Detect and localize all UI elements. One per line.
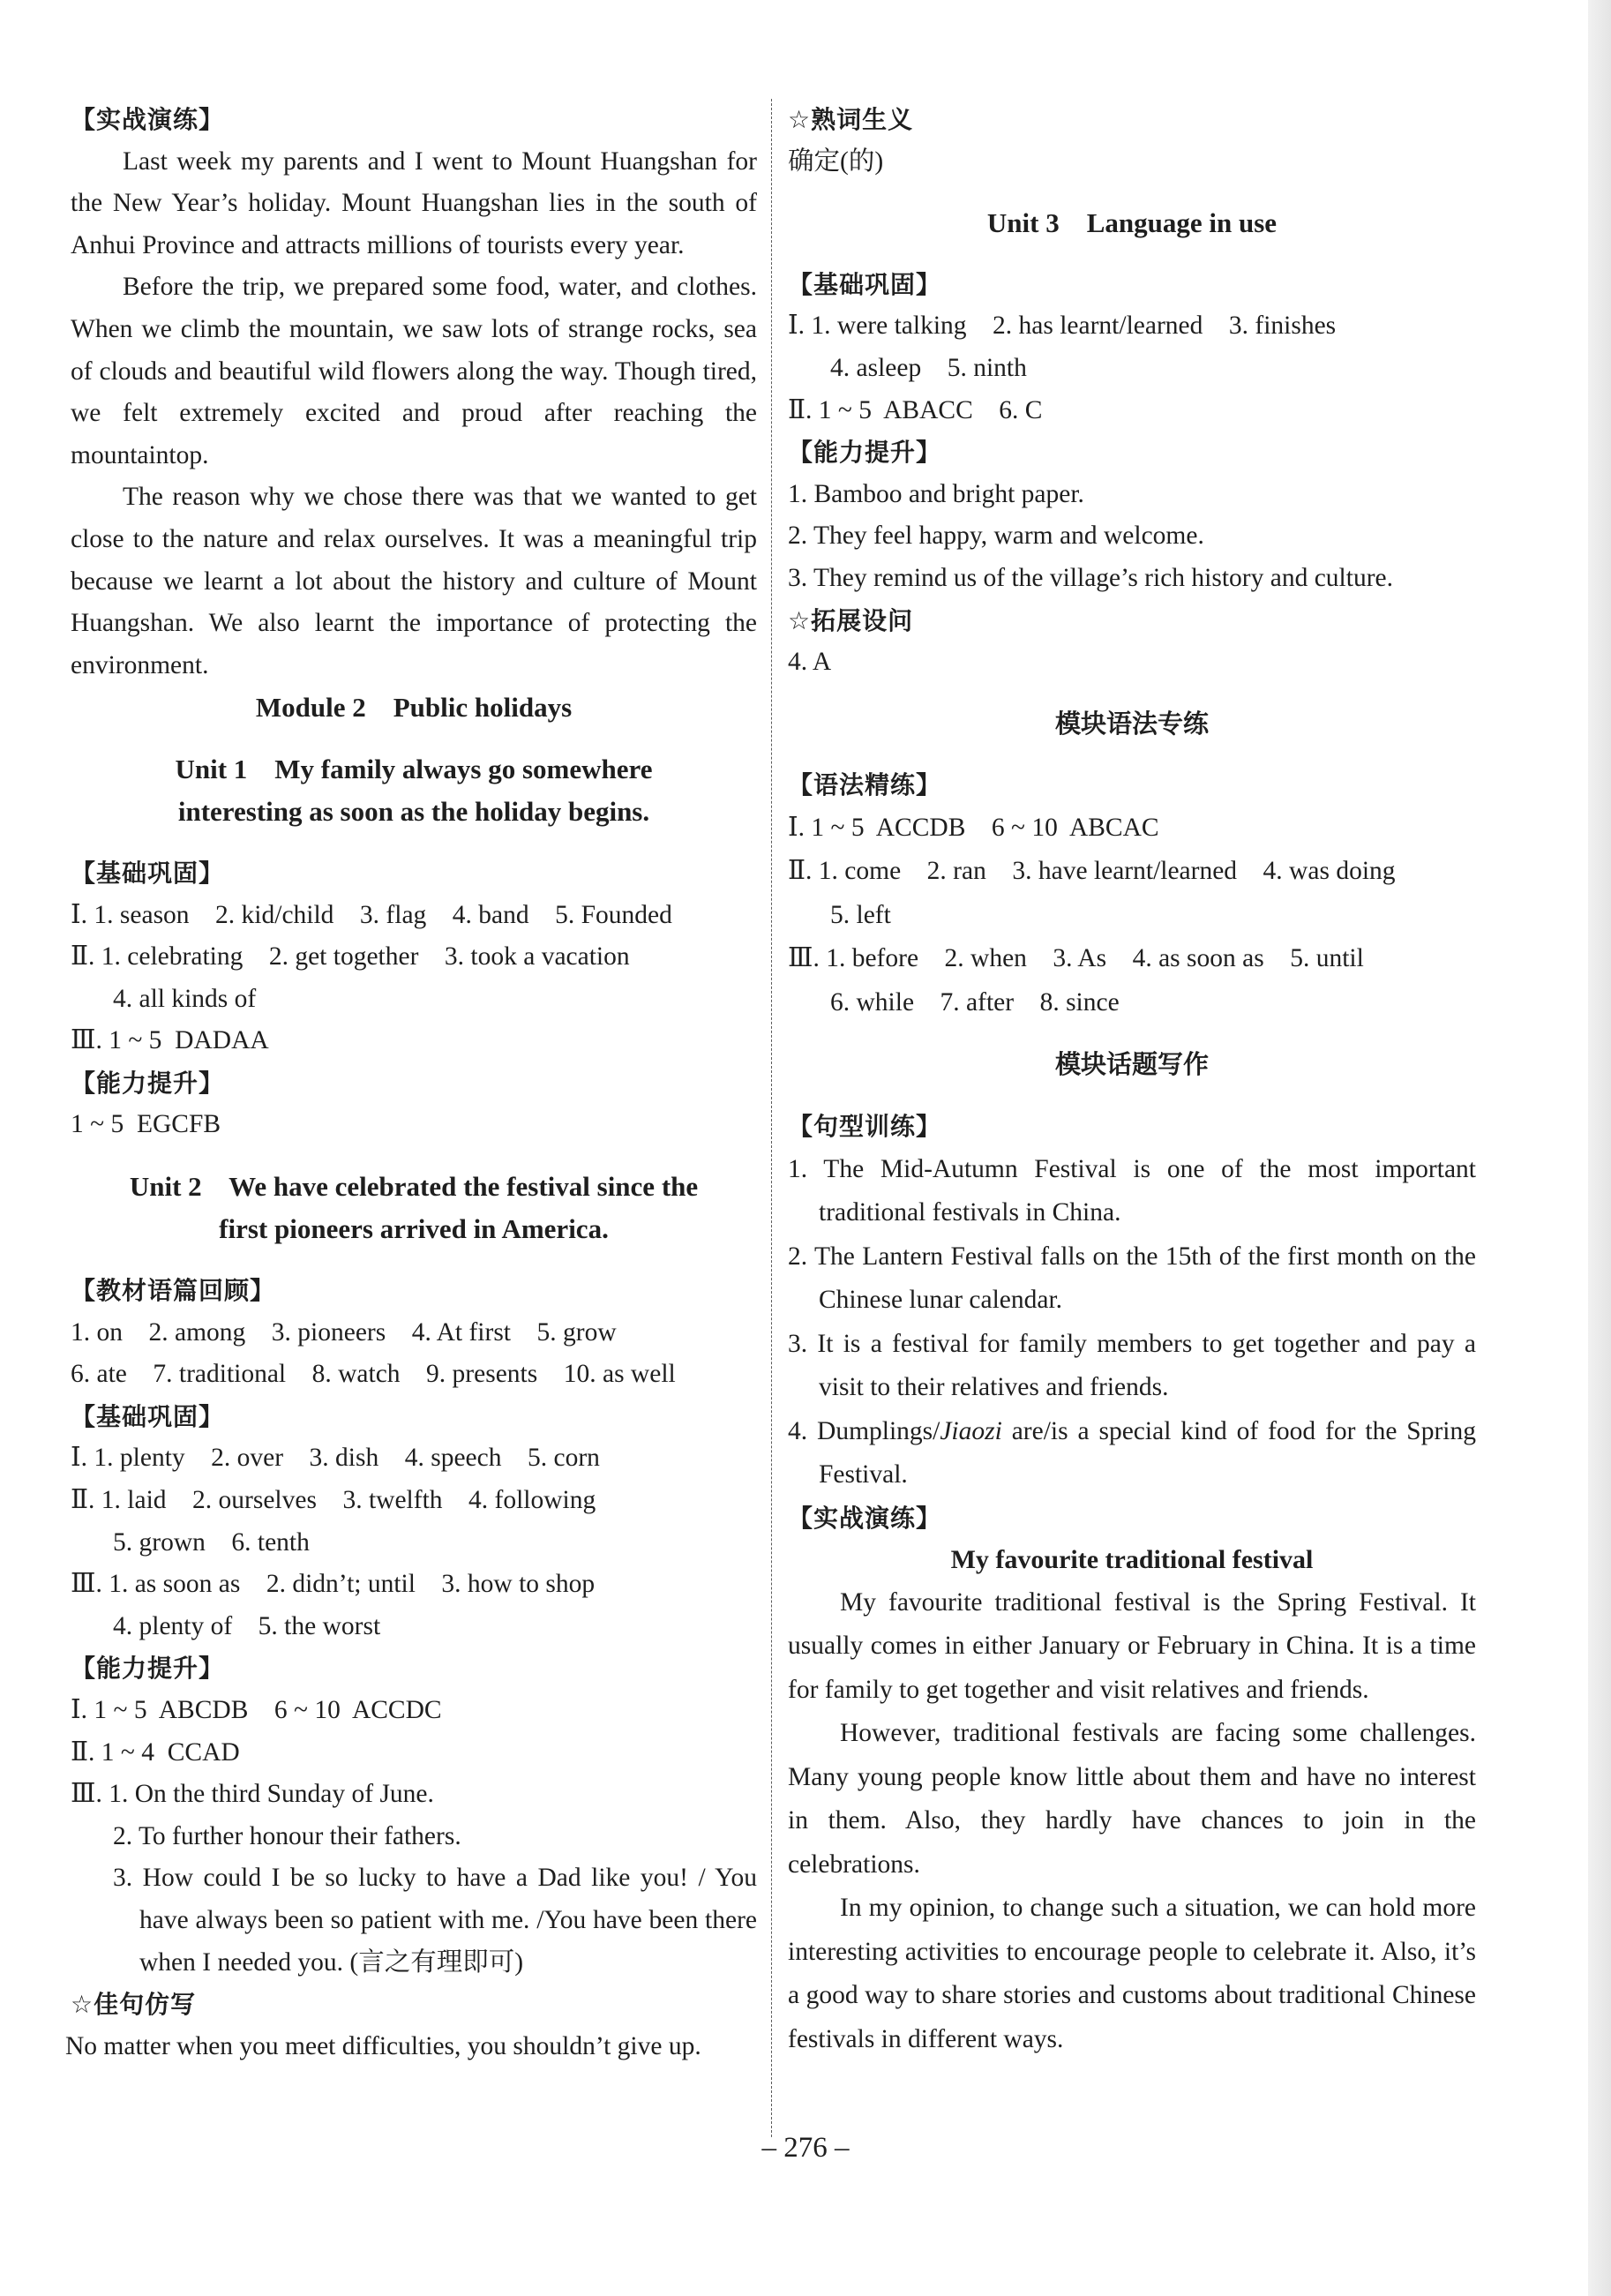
answer-line: 6. while 7. after 8. since	[830, 987, 1120, 1017]
answer-line: No matter when you meet difficulties, you shouldn’t give up.	[65, 2031, 701, 2060]
answer-text: 4. Dumplings/	[788, 1416, 940, 1445]
answer-text: are/is a special kind of food for the Spring Festival.	[819, 1416, 1476, 1489]
essay-paragraph: However, traditional festivals are facing some challenges. Many young people know little about them and have no interest in them. Also, they hardly have chances to join in the celebrations.	[788, 1719, 1476, 1879]
section-header-sentence-training: 【句型训练】	[788, 1112, 942, 1141]
unit2-title: Unit 2 We have celebrated the festival since the	[129, 1171, 699, 1203]
section-header-basic: 【基础巩固】	[71, 858, 225, 888]
answer-line	[788, 1410, 1476, 1497]
answer-line: 2. They feel happy, warm and welcome.	[788, 521, 1204, 551]
section-header-basic: 【基础巩固】	[71, 1401, 225, 1431]
answer-line: Ⅲ. 1. On the third Sunday of June.	[71, 1780, 434, 1809]
section-header-ability: 【能力提升】	[71, 1654, 225, 1684]
answer-line: 1. Bamboo and bright paper.	[788, 479, 1084, 508]
section-header-practice: 【实战演练】	[71, 105, 225, 134]
module-title: Module 2 Public holidays	[255, 692, 573, 724]
section-header-grammar: 【语法精练】	[788, 770, 942, 800]
unit1-title-cont: interesting as soon as the holiday begins.	[177, 795, 650, 827]
answer-line: Ⅲ. 1. as soon as 2. didn’t; until 3. how to shop	[71, 1570, 596, 1599]
section-header-ability: 【能力提升】	[71, 1068, 225, 1098]
answer-line: 2. To further honour their fathers.	[113, 1821, 461, 1850]
answer-line: 3. They remind us of the village’s rich history and culture.	[788, 563, 1393, 592]
answer-line: 4. A	[788, 648, 832, 677]
answer-line: Ⅱ. 1 ~ 4 CCAD	[71, 1737, 240, 1767]
left-column	[65, 99, 757, 2067]
essay-paragraph: Last week my parents and I went to Mount Huangshan for the New Year’s holiday. Mount Huangshan lies in the south of Anhui Province and attracts millions of tourists every year.	[71, 146, 757, 259]
page-number: – 276 –	[761, 2132, 850, 2164]
answer-line: Ⅱ. 1. laid 2. ourselves 3. twelfth 4. following	[71, 1486, 596, 1515]
section-header-word-meaning: ☆熟词生义	[788, 105, 914, 134]
section-header-practice: 【实战演练】	[788, 1503, 942, 1533]
answer-text-italic: Jiaozi	[940, 1416, 1002, 1445]
unit1-title: Unit 1 My family always go somewhere	[175, 753, 653, 784]
section-header-sentence: ☆佳句仿写	[71, 1990, 197, 2020]
answer-line: Ⅰ. 1. were talking 2. has learnt/learned 3. finishes	[788, 311, 1337, 341]
answer-line: Ⅰ. 1. plenty 2. over 3. dish 4. speech 5. corn	[71, 1444, 600, 1473]
essay-paragraph: My favourite traditional festival is the Spring Festival. It usually comes in either January or February in China. It is a time for family to get together and visit relatives and friends.	[788, 1587, 1476, 1704]
answer-line: 5. left	[830, 900, 891, 929]
answer-line: Ⅰ. 1 ~ 5 ACCDB 6 ~ 10 ABCAC	[788, 813, 1159, 842]
answer-line: 4. all kinds of	[113, 984, 257, 1013]
page-edge	[1588, 0, 1611, 2296]
answer-line: 4. plenty of 5. the worst	[113, 1611, 381, 1640]
writing-section-title: 模块话题写作	[1054, 1049, 1209, 1080]
essay-paragraph: In my opinion, to change such a situation, we can hold more interesting activities to encourage people to celebrate it. Also, it’s a good way to share stories and customs about traditional Chinese festivals in different ways.	[788, 1894, 1476, 2053]
answer-line: 1. on 2. among 3. pioneers 4. At first 5. grow	[71, 1317, 617, 1347]
answer-line: Ⅰ. 1 ~ 5 ABCDB 6 ~ 10 ACCDC	[71, 1696, 442, 1724]
answer-line: Ⅲ. 1. before 2. when 3. As 4. as soon as 5. until	[788, 944, 1364, 973]
answer-line: Ⅱ. 1. come 2. ran 3. have learnt/learned 4. was doing	[788, 857, 1396, 886]
answer-line: 确定(的)	[788, 146, 884, 176]
answer-line: Ⅲ. 1 ~ 5 DADAA	[71, 1026, 269, 1055]
section-header-ability: 【能力提升】	[788, 438, 942, 468]
answer-line: 4. asleep 5. ninth	[830, 353, 1027, 382]
answer-line: Ⅰ. 1. season 2. kid/child 3. flag 4. band 5. Founded	[71, 900, 672, 929]
grammar-section-title: 模块语法专练	[1054, 708, 1209, 739]
right-column	[788, 99, 1476, 2061]
unit2-title-cont: first pioneers arrived in America.	[219, 1213, 609, 1245]
answer-line: 3. How could I be so lucky to have a Dad like you! / You have always been so patient with me. /You have been there when I needed you. (言之有理即可)	[113, 1864, 757, 1977]
answer-line: Ⅱ. 1. celebrating 2. get together 3. took a vacation	[71, 942, 630, 972]
unit3-title: Unit 3 Language in use	[986, 207, 1278, 239]
answer-line: 3. It is a festival for family members to get together and pay a visit to their relatives and friends.	[788, 1329, 1476, 1402]
column-divider	[771, 99, 773, 2137]
essay-paragraph: Before the trip, we prepared some food, water, and clothes. When we climb the mountain, we saw lots of strange rocks, sea of clouds and beautiful wild flowers along the way. Though tired, we felt extremely excited and proud after reaching the mountaintop.	[71, 273, 757, 469]
answer-line: 1. The Mid-Autumn Festival is one of the most important traditional festivals in China.	[788, 1154, 1476, 1227]
answer-line: Ⅱ. 1 ~ 5 ABACC 6. C	[788, 395, 1043, 424]
answer-line: 5. grown 6. tenth	[113, 1527, 310, 1557]
answer-line: 1 ~ 5 EGCFB	[71, 1110, 221, 1139]
section-header-basic: 【基础巩固】	[788, 269, 942, 299]
section-header-textbook: 【教材语篇回顾】	[71, 1276, 276, 1306]
answer-line: 6. ate 7. traditional 8. watch 9. presents 10. as well	[71, 1360, 676, 1389]
essay-title: My favourite traditional festival	[950, 1545, 1314, 1575]
section-header-extension: ☆拓展设问	[788, 605, 914, 635]
answer-line: 2. The Lantern Festival falls on the 15th of the first month on the Chinese lunar calendar.	[788, 1242, 1476, 1315]
essay-paragraph: The reason why we chose there was that we wanted to get close to the nature and relax ourselves. It was a meaningful trip because we learnt a lot about the history and culture of Mount Huangshan. We also learnt the importance of protecting the environment.	[71, 483, 757, 679]
